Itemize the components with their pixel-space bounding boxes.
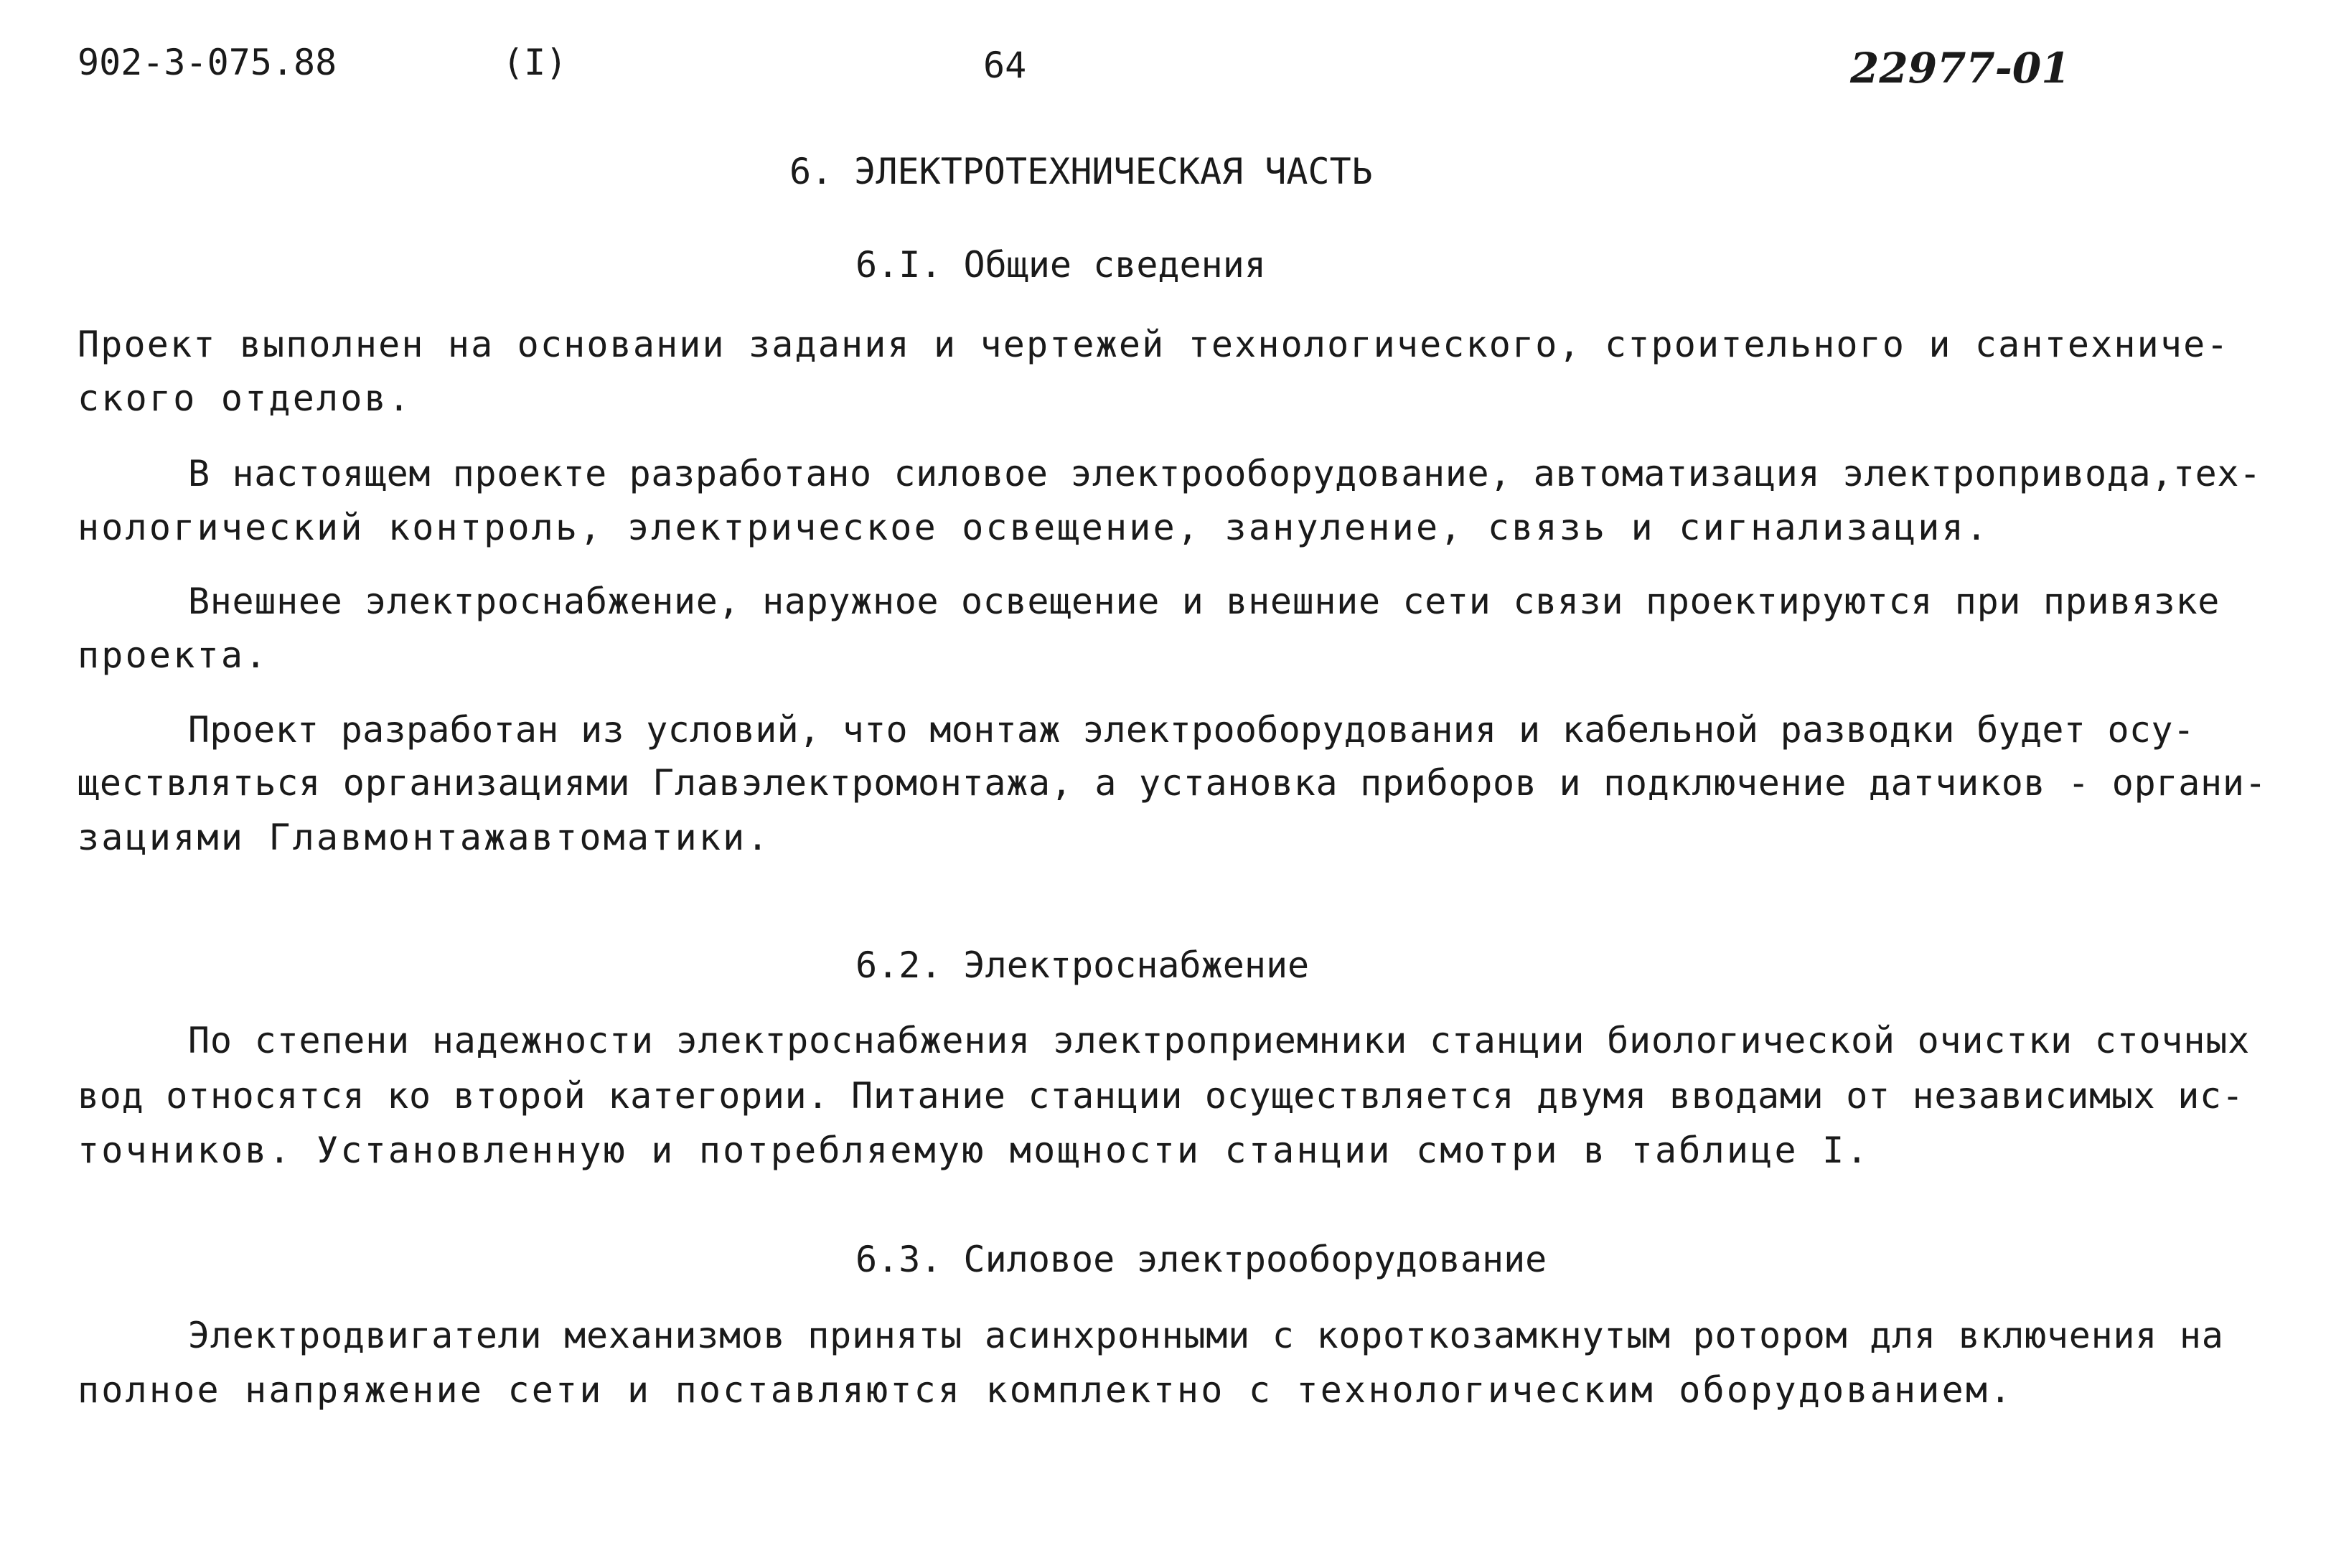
paragraph-line: полное напряжение сети и поставляются комплектно с технологическим оборудованием. [78, 1369, 2014, 1411]
document-volume: (I) [502, 42, 568, 83]
paragraph-line: ществляться организациями Главэлектромонтажа, а установка приборов и подключение датчиков - органи- [78, 762, 2267, 804]
paragraph-line: Проект выполнен на основании задания и чертежей технологического, строительного и сантехниче- [78, 324, 2230, 365]
paragraph-line: вод относятся ко второй категории. Питание станции осуществляется двумя вводами от независимых ис- [78, 1075, 2244, 1117]
subsection-heading-power-supply: 6.2. Электроснабжение [855, 944, 1310, 986]
paragraph-line: проекта. [78, 634, 269, 676]
paragraph-line: По степени надежности электроснабжения электроприемники станции биологической очистки сточных [188, 1020, 2251, 1061]
paragraph-line: Электродвигатели механизмов приняты асинхронными с короткозамкнутым ротором для включения на [188, 1315, 2224, 1356]
subsection-heading-power-equipment: 6.3. Силовое электрооборудование [855, 1239, 1547, 1280]
sheet-number: 22977-01 [1850, 44, 2070, 93]
paragraph-line: Внешнее электроснабжение, наружное освещение и внешние сети связи проектируются при привязке [188, 581, 2220, 622]
paragraph-line: ского отделов. [78, 377, 413, 419]
section-title: 6. ЭЛЕКТРОТЕХНИЧЕСКАЯ ЧАСТЬ [789, 151, 1373, 192]
paragraph-line: нологический контроль, электрическое освещение, зануление, связь и сигнализация. [78, 507, 1990, 548]
document-code: 902-3-075.88 [78, 42, 337, 83]
subsection-heading-general: 6.I. Общие сведения [855, 244, 1266, 286]
paragraph-line: В настоящем проекте разработано силовое электрооборудование, автоматизация электропривода,тех- [188, 453, 2261, 494]
paragraph-line: Проект разработан из условий, что монтаж электрооборудования и кабельной разводки будет осу- [188, 709, 2195, 751]
paragraph-line: зациями Главмонтажавтоматики. [78, 817, 771, 858]
page-number: 64 [983, 44, 1027, 86]
paragraph-line: точников. Установленную и потребляемую мощности станции смотри в таблице I. [78, 1130, 1870, 1171]
